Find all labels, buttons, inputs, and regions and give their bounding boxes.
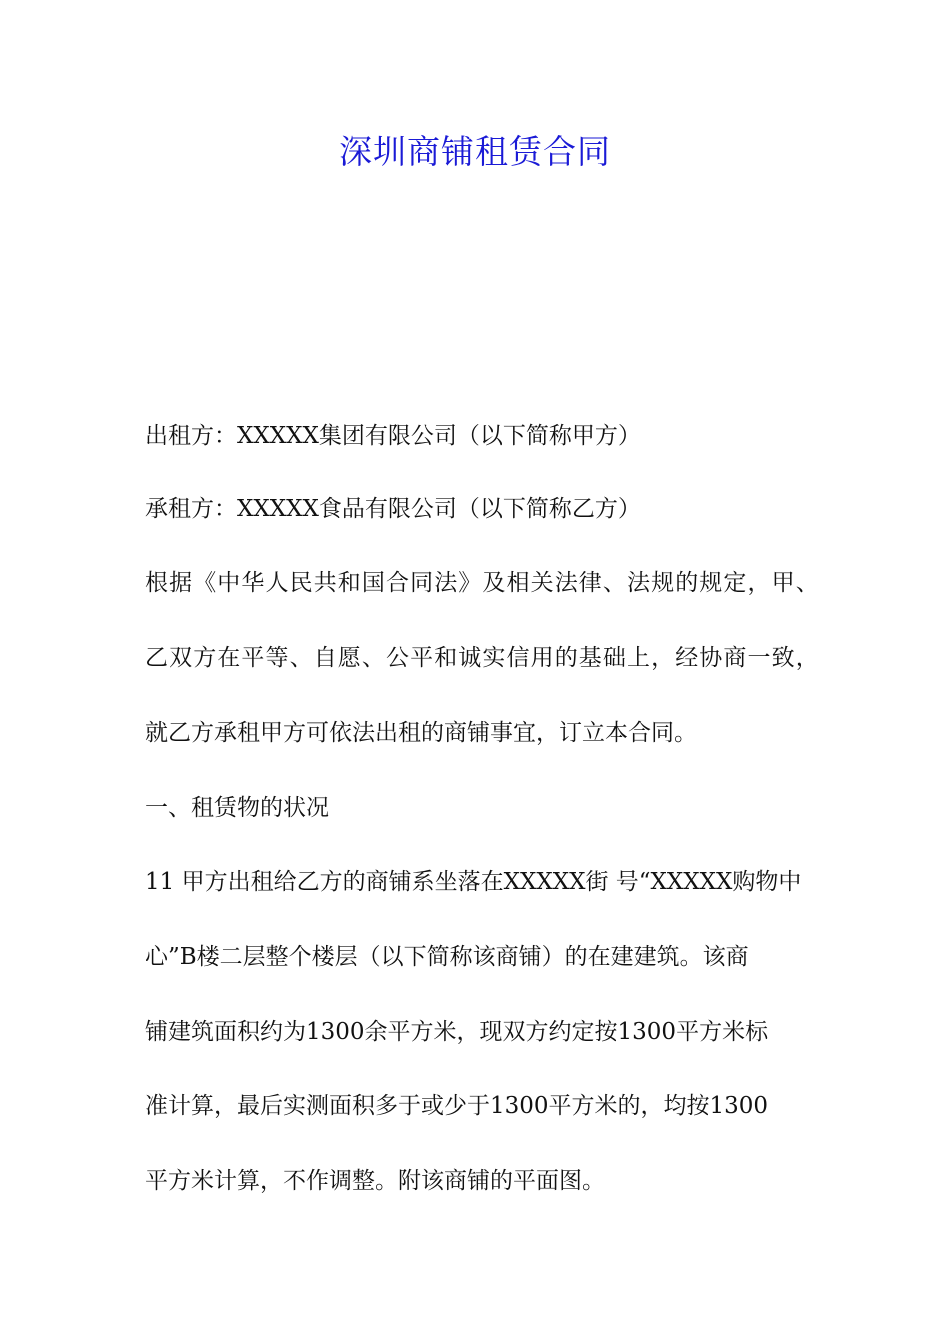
lessee-line: 承租方：XXXXX食品有限公司（以下简称乙方） — [145, 496, 641, 522]
clause-line-3: 铺建筑面积约为1300余平方米，现双方约定按1300平方米标 — [145, 1019, 769, 1045]
lessor-line: 出租方：XXXXX集团有限公司（以下简称甲方） — [145, 423, 641, 449]
document-title: 深圳商铺租赁合同 — [339, 132, 611, 171]
clause-line-4: 准计算，最后实测面积多于或少于1300平方米的，均按1300 — [145, 1093, 769, 1119]
clause-line-2: 心”B楼二层整个楼层（以下简称该商铺）的在建建筑。该商 — [145, 944, 749, 970]
preamble-line-2: 乙双方在平等、自愿、公平和诚实信用的基础上，经协商一致， — [145, 645, 820, 671]
clause-line-5: 平方米计算，不作调整。附该商铺的平面图。 — [145, 1168, 605, 1194]
clause-line-1: 11 甲方出租给乙方的商铺系坐落在XXXXX街 号“XXXXX购物中 — [145, 869, 802, 895]
preamble-line-3: 就乙方承租甲方可依法出租的商铺事宜，订立本合同。 — [145, 720, 697, 746]
section-heading: 一、租赁物的状况 — [145, 795, 329, 821]
preamble-line-1: 根据《中华人民共和国合同法》及相关法律、法规的规定，甲、 — [145, 570, 820, 596]
